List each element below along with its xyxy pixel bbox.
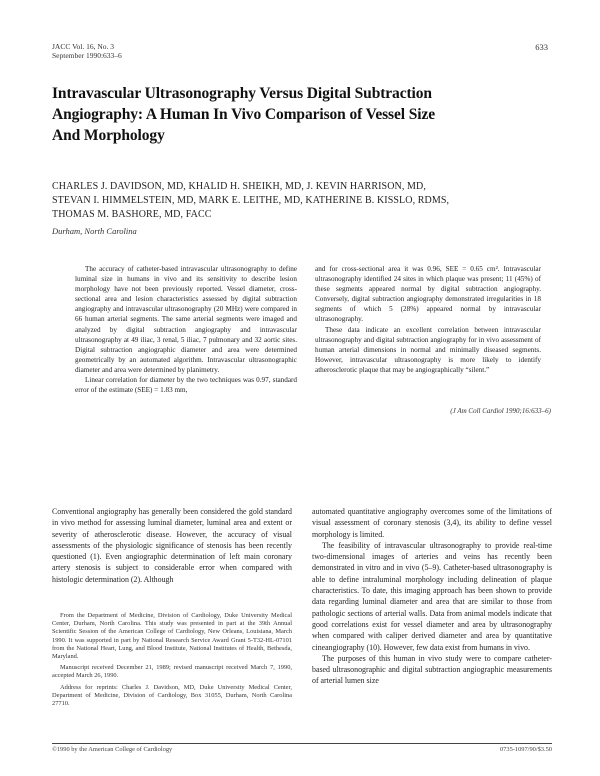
title-line-3: And Morphology (52, 127, 165, 144)
authors-line-1: CHARLES J. DAVIDSON, MD, KHALID H. SHEIKH, MD, J. KEVIN HARRISON, MD, (52, 181, 426, 192)
author-location: Durham, North Carolina (52, 226, 137, 236)
footnote-address: Address for reprints: Charles J. Davidson, MD, Duke University Medical Center, Department of Medicine, Division of Cardiology, Box 31055, Durham, North Carolina 27710. (52, 683, 292, 708)
authors-line-2: STEVAN I. HIMMELSTEIN, MD, MARK E. LEITHE, MD, KATHERINE B. KISSLO, RDMS, (52, 195, 450, 206)
journal-header (52, 42, 122, 60)
abstract-paragraph-1: The accuracy of catheter-based intravascular ultrasonography to define luminal size in humans in vivo and its sensitivity to describe lesion morphology have not been previously reported. Vessel diameter, cross-sectional area and lesion characteristics assessed by digital subtraction angiography and intravascular ultrasonography (20 MHz) were compared in 66 human arterial segments. The same arterial segments were imaged and analyzed by digital subtraction angiography and intravascular ultrasonography at 49 iliac, 3 renal, 5 iliac, 7 pulmonary and 32 aortic sites. Digital subtraction angiographic diameter and area were determined geometrically by an automated algorithm. Intravascular ultrasonographic diameter and area were determined by planimetry. (75, 265, 297, 374)
journal-date: September 1990:633–6 (52, 51, 122, 60)
copyright-line: ©1990 by the American College of Cardiology (52, 746, 173, 753)
title-line-2: Angiography: A Human In Vivo Comparison of Vessel Size (52, 106, 436, 123)
footnote-affiliation: From the Department of Medicine, Division of Cardiology, Duke University Medical Center, Durham, North Carolina. This study was presented in part at the 39th Annual Scientific Session of the American College of Cardiology, New Orleans, Louisiana, March 1990. It was supported in part by National Research Service Award Grant 5-T32-HL-07101 from the National Heart, Lung, and Blood Institute, National Institutes of Health, Bethesda, Maryland. (52, 612, 292, 661)
abstract-paragraph-3: and for cross-sectional area it was 0.96, SEE = 0.65 cm². Intravascular ultrasonography identified 24 sites in which plaque was present; 11 (45%) of these segments appeared normal by digital subtraction angiography. Conversely, digital subtraction angiography demonstrated irregularities in 18 segments of which 5 (28%) appeared normal by intravascular ultrasonography. (315, 265, 541, 324)
article-code: 0735-1097/90/$3.50 (499, 746, 552, 753)
footnotes (52, 612, 292, 711)
journal-citation: (J Am Coll Cardiol 1990;16:633–6) (450, 407, 551, 415)
abstract-left-column (75, 264, 297, 395)
body-paragraph-1: Conventional angiography has generally been considered the gold standard in vivo method for assessing luminal diameter, luminal area and extent or severity of atherosclerotic disease. However, the accuracy of visual assessments of the physiologic significance of stenosis has been recently questioned (1). Even angiographic determination of left main coronary artery stenosis is subject to considerable error when compared with histologic determination (2). Although (52, 507, 292, 584)
body-left-column (52, 506, 292, 585)
abstract-paragraph-4: These data indicate an excellent correlation between intravascular ultrasonography and digital subtraction angiography for in vivo assessment of human arterial dimensions in normal and minimally diseased segments. However, intravascular ultrasonography is more likely to identify atherosclerotic plaque that may be angiographically “silent.” (315, 325, 541, 374)
article-title (52, 83, 552, 146)
title-line-1: Intravascular Ultrasonography Versus Digital Subtraction (52, 85, 432, 102)
abstract-right-column (315, 264, 541, 375)
author-list (52, 180, 572, 222)
footnote-received: Manuscript received December 21, 1989; revised manuscript received March 7, 1990, accepted March 26, 1990. (52, 664, 292, 680)
body-paragraph-4: The purposes of this human in vivo study were to compare catheter-based ultrasonographic and digital subtraction angiographic measurements of arterial lumen size (312, 653, 552, 686)
abstract-paragraph-2: Linear correlation for diameter by the two techniques was 0.97, standard error of the estimate (SEE) = 1.83 mm, (75, 376, 297, 395)
body-right-column (312, 506, 552, 687)
page-number: 633 (535, 42, 548, 52)
footer-rule (52, 743, 552, 744)
body-paragraph-3: The feasibility of intravascular ultrasonography to provide real-time two-dimensional images of arteries and veins has recently been demonstrated in vitro and in vivo (5–9). Catheter-based ultrasonography is able to define intraluminal morphology including delineation of plaque characteristics. To date, this imaging approach has been shown to provide data regarding luminal diameter and area that are similar to those from pathologic sections of arterial walls. Data from animal models indicate that good correlations exist for vessel diameter and area by ultrasonography when compared with caliper derived diameter and area by quantitative cineangiography (10). However, few data exist from humans in vivo. (312, 540, 552, 652)
journal-volume: JACC Vol. 16, No. 3 (52, 42, 115, 51)
body-paragraph-2: automated quantitative angiography overcomes some of the limitations of visual assessment of coronary stenosis (3,4), its ability to define vessel morphology is limited. (312, 507, 552, 539)
authors-line-3: THOMAS M. BASHORE, MD, FACC (52, 209, 212, 220)
